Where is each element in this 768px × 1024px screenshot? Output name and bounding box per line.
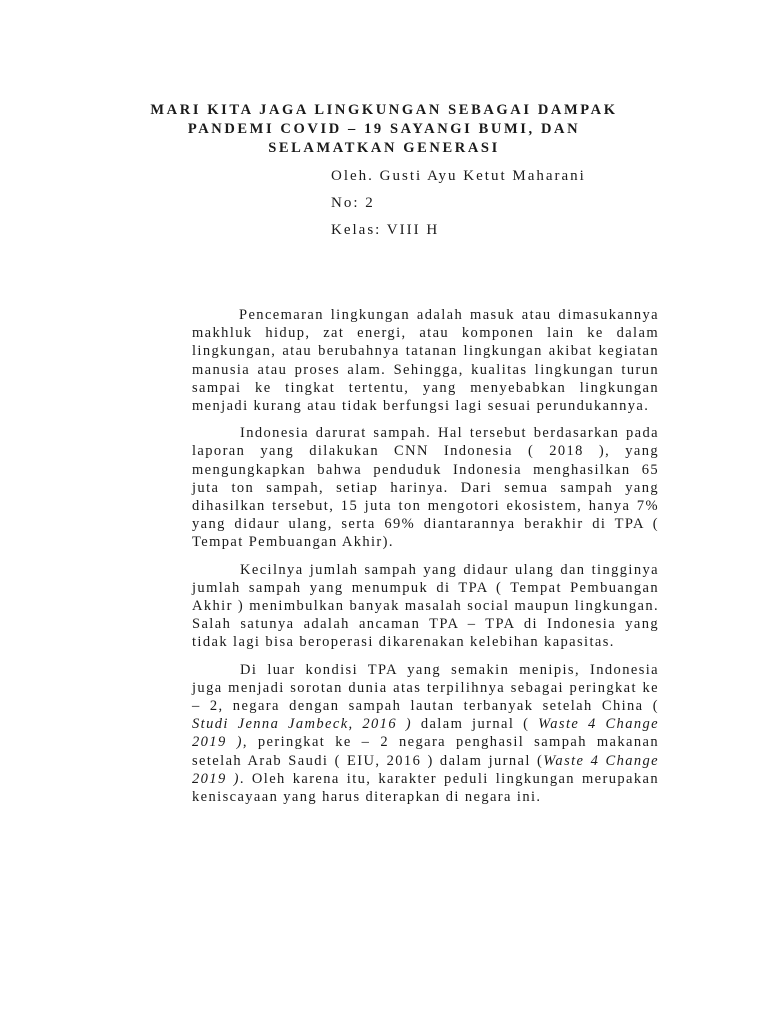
document-body	[192, 306, 659, 815]
student-number: No: 2	[331, 195, 375, 211]
citation-italic: Studi Jenna Jambeck, 2016 )	[192, 716, 413, 733]
paragraph-4	[192, 661, 659, 807]
title-line: PANDEMI COVID – 19 SAYANGI BUMI, DAN	[187, 121, 581, 137]
text-span: Di luar kondisi TPA yang semakin menipis, Indonesia juga menjadi sorotan dunia atas terpilihnya sebagai peringkat ke – 2, negara dengan sampah lautan terbanyak setelah China (	[192, 661, 659, 715]
author-info	[331, 167, 586, 248]
author-byline: Oleh. Gusti Ayu Ketut Maharani	[331, 168, 586, 184]
paragraph-1: Pencemaran lingkungan adalah masuk atau dimasukannya makhluk hidup, zat energi, atau komponen lain ke dalam lingkungan, atau berubahnya tatanan lingkungan akibat kegiatan manusia atau proses alam. Sehingga, kualitas lingkungan turun sampai ke tingkat tertentu, yang menyebabkan lingkungan menjadi kurang atau tidak berfungsi lagi sesuai perundukannya.	[192, 307, 659, 415]
student-class: Kelas: VIII H	[331, 222, 440, 238]
document-title	[140, 101, 628, 158]
citation-italic: Waste 4 Change 2019 )	[192, 752, 660, 787]
text-span: , peringkat ke – 2 negara penghasil sampah makanan setelah Arab Saudi ( EIU, 2016 ) dalam jurnal (	[192, 734, 659, 769]
citation-italic: Waste 4 Change 2019 )	[192, 716, 659, 751]
text-span: dalam jurnal (	[412, 716, 539, 733]
title-line: SELAMATKAN GENERASI	[268, 140, 500, 156]
title-line: MARI KITA JAGA LINGKUNGAN SEBAGAI DAMPAK	[150, 102, 618, 118]
text-span: . Oleh karena itu, karakter peduli lingkungan merupakan keniscayaan yang harus diterapkan di negara ini.	[192, 770, 659, 806]
paragraph-2: Indonesia darurat sampah. Hal tersebut berdasarkan pada laporan yang dilakukan CNN Indonesia ( 2018 ), yang mengungkapkan bahwa penduduk Indonesia menghasilkan 65 juta ton sampah, setiap harinya. Dari semua sampah yang dihasilkan tersebut, 15 juta ton mengotori ekosistem, hanya 7% yang didaur ulang, serta 69% diantarannya berakhir di TPA ( Tempat Pembuangan Akhir).	[192, 425, 659, 551]
paragraph-3: Kecilnya jumlah sampah yang didaur ulang dan tingginya jumlah sampah yang menumpuk di TPA ( Tempat Pembuangan Akhir ) menimbulkan banyak masalah social maupun lingkungan. Salah satunya adalah ancaman TPA – TPA di Indonesia yang tidak lagi bisa beroperasi dikarenakan kelebihan kapasitas.	[192, 561, 659, 651]
